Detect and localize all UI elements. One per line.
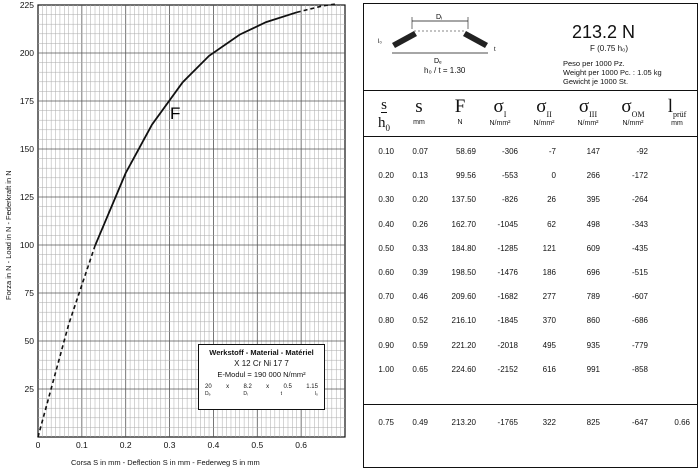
table-cell: 0.80 bbox=[378, 316, 394, 326]
table-cell: 0 bbox=[551, 171, 556, 181]
table-cell: -1845 bbox=[497, 316, 518, 326]
table-cell: 216.10 bbox=[451, 316, 476, 326]
x-tick-label: 0.5 bbox=[251, 440, 264, 450]
table-cell: 198.50 bbox=[451, 268, 476, 277]
table-cell: 0.20 bbox=[378, 171, 394, 181]
table-cell: 0.49 bbox=[412, 418, 428, 427]
col-header-l-pruef: $l_{prüf}$ mm bbox=[667, 96, 687, 127]
col-header-ratio: s $h_0$ bbox=[378, 97, 390, 133]
table-cell: 221.20 bbox=[451, 340, 476, 350]
table-cell: 0.33 bbox=[412, 243, 428, 253]
table-cell: 186 bbox=[542, 268, 556, 277]
table-cell: 860 bbox=[586, 316, 600, 326]
table-cell: -858 bbox=[631, 364, 648, 374]
x-tick-label: 0.4 bbox=[207, 440, 220, 450]
table-cell: 0.65 bbox=[412, 364, 428, 374]
table-cell: 0.60 bbox=[378, 268, 394, 277]
dim-t: 0.5 bbox=[283, 384, 292, 390]
col-header-s: s mm bbox=[413, 96, 425, 126]
table-cell: 0.50 bbox=[378, 243, 394, 253]
table-cell: -1765 bbox=[497, 418, 518, 427]
table-cell: 162.70 bbox=[451, 219, 476, 229]
table-cell: -92 bbox=[636, 147, 648, 156]
col-header-sigma-1: $\sigma_I$ N/mm² bbox=[489, 96, 511, 127]
table-row bbox=[364, 147, 697, 161]
y-tick-label: 125 bbox=[19, 192, 34, 202]
table-cell: 184.80 bbox=[451, 243, 476, 253]
table-cell: 0.90 bbox=[378, 340, 394, 350]
dim-label-t: t bbox=[280, 391, 282, 397]
sketch-label-de: Dₑ bbox=[434, 58, 442, 65]
dim-de: 20 bbox=[205, 384, 212, 390]
table-cell: 99.56 bbox=[455, 171, 476, 181]
table-cell: 0.30 bbox=[378, 195, 394, 205]
table-cell: 0.52 bbox=[412, 316, 428, 326]
material-title: Werkstoff - Material - Matériel bbox=[209, 348, 314, 357]
table-cell: 0.46 bbox=[412, 292, 428, 302]
table-cell: 0.20 bbox=[412, 195, 428, 205]
weight-line-it: Peso per 1000 Pz. bbox=[563, 59, 625, 68]
table-row bbox=[364, 341, 697, 355]
material-name: X 12 Cr Ni 17 7 bbox=[234, 359, 289, 368]
x-tick-label: 0.6 bbox=[295, 440, 308, 450]
spring-left-section bbox=[392, 31, 417, 48]
dim-di: 8.2 bbox=[243, 384, 252, 390]
table-cell: 0.10 bbox=[378, 147, 394, 156]
table-cell: 0.75 bbox=[378, 418, 394, 427]
table-cell: 991 bbox=[586, 364, 600, 374]
table-cell: 616 bbox=[542, 364, 556, 374]
material-modulus: E-Modul = 190 000 N/mm² bbox=[217, 370, 306, 379]
table-cell: 58.69 bbox=[455, 147, 476, 156]
spring-data-panel bbox=[363, 3, 698, 468]
spring-right-section bbox=[463, 31, 488, 48]
table-cell: 0.59 bbox=[412, 340, 428, 350]
table-cell: 266 bbox=[586, 171, 600, 181]
table-cell: -7 bbox=[548, 147, 556, 156]
y-tick-label: 150 bbox=[19, 144, 34, 154]
table-cell: 277 bbox=[542, 292, 556, 302]
table-cell: 0.66 bbox=[674, 418, 690, 427]
spring-header bbox=[364, 4, 697, 91]
x-tick-label: 0.2 bbox=[119, 440, 132, 450]
table-cell: -686 bbox=[631, 316, 648, 326]
table-cell: -435 bbox=[631, 243, 648, 253]
table-cell: 498 bbox=[586, 219, 600, 229]
table-cell: -607 bbox=[631, 292, 648, 302]
y-tick-label: 25 bbox=[24, 384, 34, 394]
curve-label: F bbox=[170, 104, 181, 123]
table-cell: 0.39 bbox=[412, 268, 428, 277]
y-tick-label: 225 bbox=[19, 0, 34, 10]
dim-label-l0: l₀ bbox=[314, 391, 318, 397]
col-header-f: F N bbox=[454, 96, 466, 126]
col-header-sigma-2: $\sigma_{II}$ N/mm² bbox=[533, 96, 555, 127]
table-cell: 224.60 bbox=[451, 364, 476, 374]
material-dimensions bbox=[199, 380, 324, 391]
sketch-label-t: t bbox=[494, 47, 496, 53]
x-tick-label: 0.1 bbox=[75, 440, 88, 450]
table-cell: 209.60 bbox=[451, 292, 476, 302]
sketch-label-l0: l₀ bbox=[378, 39, 382, 45]
y-tick-label: 175 bbox=[19, 96, 34, 106]
table-cell: 696 bbox=[586, 268, 600, 277]
table-cell: 0.40 bbox=[378, 219, 394, 229]
table-row bbox=[364, 316, 697, 330]
table-cell: 935 bbox=[586, 340, 600, 350]
table-cell: -306 bbox=[501, 147, 518, 156]
table-row bbox=[364, 195, 697, 209]
sketch-label-di: Dᵢ bbox=[436, 14, 443, 21]
table-cell: -172 bbox=[631, 171, 648, 181]
table-cell: 0.13 bbox=[412, 171, 428, 181]
table-cell: -1285 bbox=[497, 243, 518, 253]
y-tick-label: 200 bbox=[19, 48, 34, 58]
spring-sketch bbox=[370, 7, 510, 69]
weight-line-de: Gewicht je 1000 St. bbox=[563, 77, 629, 86]
table-cell: -343 bbox=[631, 219, 648, 229]
table-row bbox=[364, 244, 697, 258]
weight-line-en: Weight per 1000 Pc. : 1.05 kg bbox=[563, 68, 662, 77]
table-cell: -2018 bbox=[497, 340, 518, 350]
spring-weight bbox=[563, 59, 662, 86]
material-legend bbox=[198, 344, 325, 410]
y-tick-label: 75 bbox=[24, 288, 34, 298]
table-cell: -647 bbox=[631, 418, 648, 427]
table-cell: 62 bbox=[547, 219, 556, 229]
dim-x2: x bbox=[266, 384, 270, 390]
col-header-sigma-3: $\sigma_{III}$ N/mm² bbox=[577, 96, 599, 127]
dim-label-de: Dₑ bbox=[205, 391, 211, 397]
table-cell: -2152 bbox=[497, 364, 518, 374]
spring-force: 213.2 N bbox=[572, 22, 636, 42]
table-cell: 789 bbox=[586, 292, 600, 302]
dim-l0: 1.15 bbox=[306, 384, 318, 390]
x-tick-label: 0.3 bbox=[163, 440, 176, 450]
table-cell: -826 bbox=[501, 195, 518, 205]
table-cell: 1.00 bbox=[378, 364, 394, 374]
table-cell: -515 bbox=[631, 268, 648, 277]
table-cell: -264 bbox=[631, 195, 648, 205]
table-cell: 609 bbox=[586, 243, 600, 253]
table-cell: 0.70 bbox=[378, 292, 394, 302]
table-cell: 0.26 bbox=[412, 219, 428, 229]
height-thickness-ratio: h₀ / t = 1.30 bbox=[424, 66, 466, 75]
col-header-sigma-om: $\sigma_{OM}$ N/mm² bbox=[621, 96, 645, 127]
spring-force-note: F (0.75 h₀) bbox=[590, 44, 628, 53]
y-tick-label: 100 bbox=[19, 240, 34, 250]
table-cell: 495 bbox=[542, 340, 556, 350]
table-row bbox=[364, 418, 697, 432]
dim-label-di: Dᵢ bbox=[243, 391, 248, 397]
table-cell: -1476 bbox=[497, 268, 518, 277]
table-cell: -1045 bbox=[497, 219, 518, 229]
x-axis-label: Corsa S in mm - Deflection S in mm - Federweg S in mm bbox=[71, 458, 260, 467]
dim-x1: x bbox=[226, 384, 230, 390]
table-row bbox=[364, 268, 697, 282]
table-row bbox=[364, 365, 697, 379]
y-axis-label: Forza in N - Load in N - Federkraft in N bbox=[4, 170, 13, 300]
table-cell: 26 bbox=[547, 195, 556, 205]
table-cell: 121 bbox=[542, 243, 556, 253]
table-cell: 137.50 bbox=[451, 195, 476, 205]
material-dimension-labels bbox=[199, 391, 324, 397]
table-row bbox=[364, 292, 697, 306]
table-cell: 370 bbox=[542, 316, 556, 326]
table-cell: -1682 bbox=[497, 292, 518, 302]
y-tick-label: 50 bbox=[24, 336, 34, 346]
table-cell: 825 bbox=[586, 418, 600, 427]
table-cell: 322 bbox=[542, 418, 556, 427]
table-summary-divider bbox=[364, 404, 697, 405]
table-cell: 395 bbox=[586, 195, 600, 205]
table-row bbox=[364, 171, 697, 185]
table-row bbox=[364, 220, 697, 234]
table-cell: 0.07 bbox=[412, 147, 428, 156]
x-tick-label: 0 bbox=[35, 440, 41, 450]
table-cell: -779 bbox=[631, 340, 648, 350]
table-cell: 147 bbox=[586, 147, 600, 156]
table-cell: 213.20 bbox=[451, 418, 476, 427]
table-cell: -553 bbox=[501, 171, 518, 181]
table-header-divider bbox=[364, 136, 697, 137]
